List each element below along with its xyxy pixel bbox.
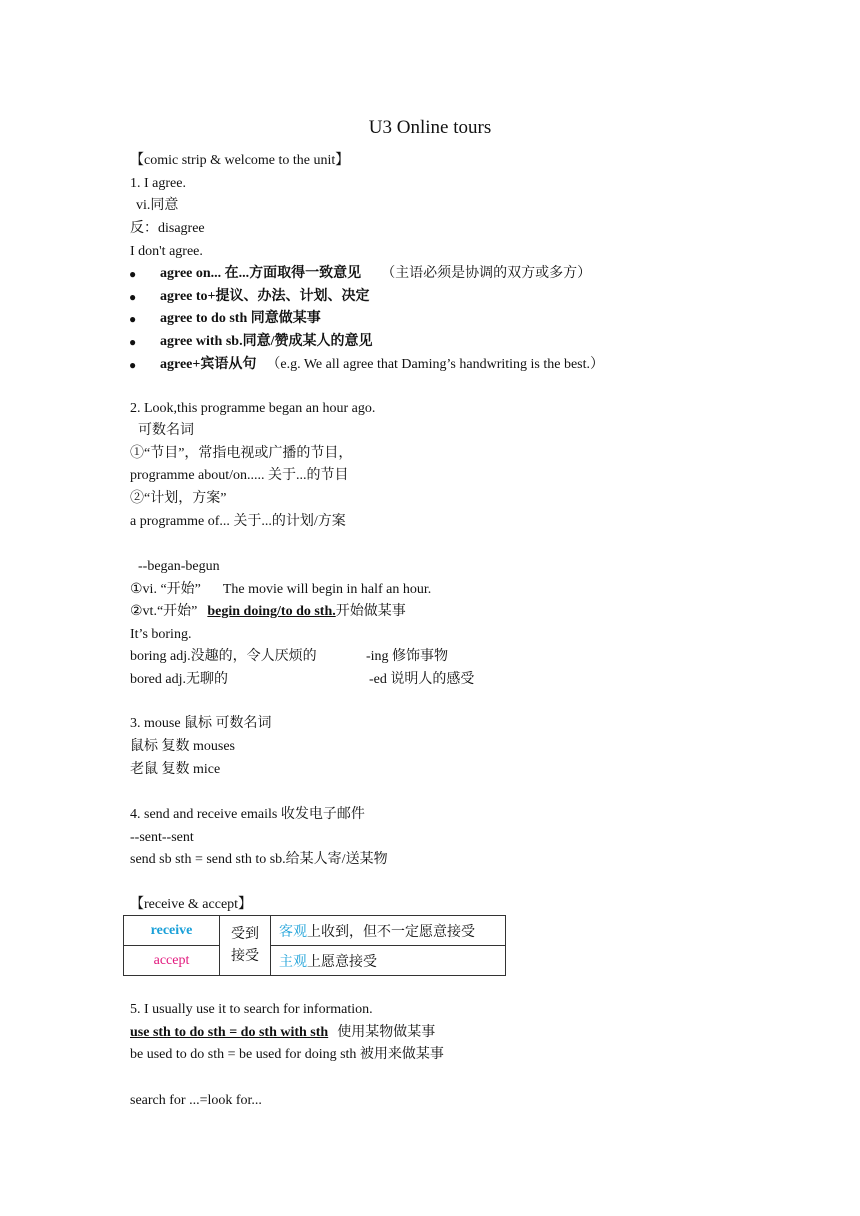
bullet-bold: agree+宾语从句	[160, 357, 257, 372]
bullet-item: agree with sb.同意/赞成某人的意见	[160, 334, 373, 349]
receive-accept-table	[123, 915, 506, 976]
bullet-bold: agree on... 在...方面取得一致意见	[160, 266, 362, 281]
accept-cell: accept	[124, 946, 220, 976]
item2-meaning1: ①“节目”，常指电视或广播的节目，	[130, 446, 353, 461]
bullet-icon: ●	[129, 335, 137, 349]
accept-desc-cell	[271, 946, 506, 976]
accept-key: 主观	[279, 954, 307, 970]
item2-vi-line	[130, 580, 431, 600]
bored-def: bored adj.无聊的	[130, 672, 228, 687]
item5-sentence: 5. I usually use it to search for information.	[130, 1002, 373, 1017]
item2-pos: 可数名词	[138, 423, 194, 438]
table-row	[124, 916, 506, 946]
item2-verb-forms: --began-begun	[138, 559, 220, 574]
item4-pattern: send sb sth = send sth to sb.给某人寄/送某物	[130, 852, 388, 867]
bullet-icon: ●	[129, 312, 137, 326]
shared-meaning: 受到接受	[231, 926, 259, 964]
item5-passive: be used to do sth = be used for doing sth 被用来做某事	[130, 1047, 444, 1062]
item3-plural1: 鼠标 复数 mouses	[130, 739, 235, 754]
boring-note: -ing 修饰事物	[366, 649, 449, 664]
bullet-note: （主语必须是协调的双方或多方）	[381, 266, 592, 281]
item2-sentence: 2. Look,this programme began an hour ago.	[130, 401, 376, 416]
item4-phrase: 4. send and receive emails 收发电子邮件	[130, 807, 365, 822]
shared-meaning-cell	[220, 916, 271, 976]
item2-vt-line	[130, 602, 406, 622]
receive-cell: receive	[124, 916, 220, 946]
bullet-icon: ●	[129, 290, 137, 304]
boring-def: boring adj.没趣的，令人厌烦的	[130, 649, 317, 664]
item2-meaning2: ②“计划，方案”	[130, 491, 227, 506]
section-header: 【comic strip & welcome to the unit】	[130, 153, 350, 168]
vi-label: ①vi. “开始”	[130, 582, 201, 597]
item1-antonym: 反：disagree	[130, 221, 205, 236]
bullet-item	[160, 264, 591, 284]
item1-negative: I don't agree.	[130, 244, 203, 259]
item2-phrase2: a programme of... 关于...的计划/方案	[130, 514, 346, 529]
item3-plural2: 老鼠 复数 mice	[130, 762, 221, 777]
receive-key: 客观	[279, 924, 307, 940]
receive-desc-cell	[271, 916, 506, 946]
vt-meaning: 开始做某事	[335, 604, 406, 619]
receive-desc: 上收到，但不一定愿意接受	[307, 924, 475, 940]
item2-sentence2: It’s boring.	[130, 627, 192, 642]
page-title: U3 Online tours	[368, 117, 492, 138]
item4-forms: --sent--sent	[130, 830, 194, 845]
compare-header: 【receive & accept】	[130, 897, 253, 912]
vt-pattern: begin doing/to do sth.	[207, 604, 336, 619]
item3-word: 3. mouse 鼠标 可数名词	[130, 716, 272, 731]
item5-pattern-line	[130, 1023, 435, 1043]
bullet-item: agree to do sth 同意做某事	[160, 311, 321, 326]
vt-label: ②vt.“开始”	[130, 604, 198, 619]
item5-pattern: use sth to do sth = do sth with sth	[130, 1025, 329, 1040]
item5-meaning: 使用某物做某事	[337, 1025, 436, 1040]
item1-sentence: 1. I agree.	[130, 176, 186, 191]
vi-example: The movie will begin in half an hour.	[222, 582, 432, 597]
item1-pos: vi.同意	[136, 198, 179, 213]
bullet-item	[160, 355, 604, 375]
accept-desc: 上愿意接受	[307, 954, 377, 970]
item2-phrase1: programme about/on..... 关于...的节目	[130, 468, 349, 483]
bullet-icon: ●	[129, 358, 137, 372]
bored-note: -ed 说明人的感受	[369, 672, 475, 687]
bullet-icon: ●	[129, 267, 137, 281]
item5-search: search for ...=look for...	[130, 1093, 262, 1108]
bullet-note: （e.g. We all agree that Daming’s handwriting is the best.）	[266, 357, 605, 372]
bullet-item: agree to+提议、办法、计划、决定	[160, 289, 370, 304]
table-row	[124, 946, 506, 976]
